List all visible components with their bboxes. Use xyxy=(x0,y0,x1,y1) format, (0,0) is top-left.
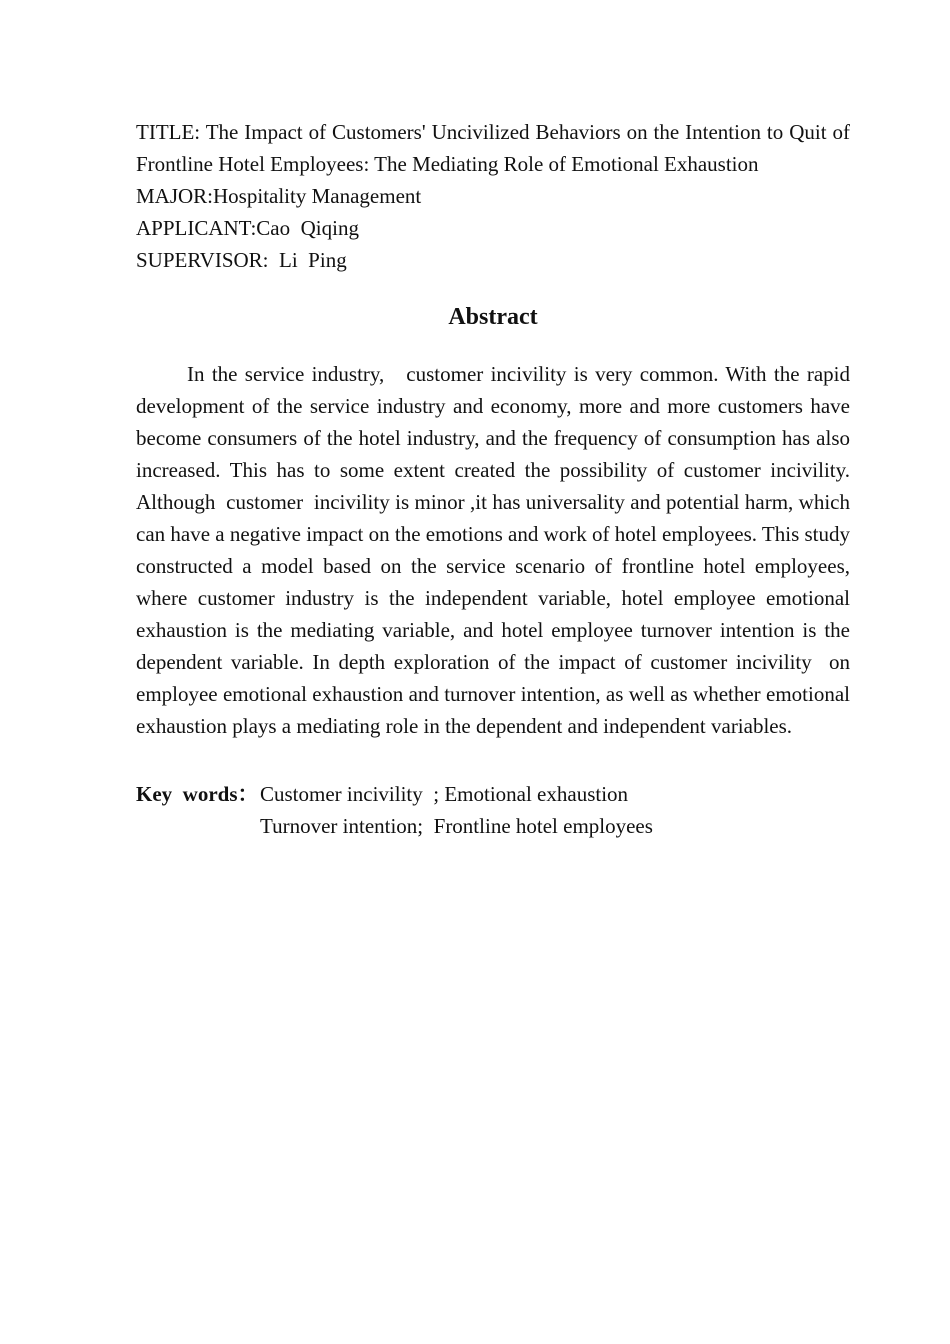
applicant-line: APPLICANT:Cao Qiqing xyxy=(136,216,359,240)
keywords-row-1 xyxy=(136,778,850,810)
supervisor-line: SUPERVISOR: Li Ping xyxy=(136,248,347,272)
document-page xyxy=(136,116,856,842)
keywords-section xyxy=(136,778,850,842)
keywords-line-1: Customer incivility ; Emotional exhaustion xyxy=(260,782,629,806)
keywords-indent xyxy=(136,810,260,842)
abstract-heading: Abstract xyxy=(448,304,538,330)
keywords-label: Key words： xyxy=(136,782,259,806)
thesis-title: TITLE: The Impact of Customers' Uncivilized Behaviors on the Intention to Quit of Frontline Hotel Employees: The Mediating Role of Emotional Exhaustion xyxy=(136,120,856,176)
abstract-body: In the service industry, customer incivility is very common. With the rapid development of the service industry and economy, more and more customers have become consumers of the hotel industry, and the frequency of consumption has also increased. This has to some extent created the possibility of customer incivility. Although customer incivility is minor ,it has universality and potential harm, which can have a negative impact on the emotions and work of hotel employees. This study constructed a model based on the service scenario of frontline hotel employees, where customer industry is the independent variable, hotel employee emotional exhaustion is the mediating variable, and hotel employee turnover intention is the dependent variable. In depth exploration of the impact of customer incivility on employee emotional exhaustion and turnover intention, as well as whether emotional exhaustion plays a mediating role in the dependent and independent variables. xyxy=(136,362,856,738)
keywords-row-2 xyxy=(136,810,850,842)
major-line: MAJOR:Hospitality Management xyxy=(136,184,422,208)
keywords-line-2: Turnover intention; Frontline hotel employees xyxy=(260,814,653,838)
